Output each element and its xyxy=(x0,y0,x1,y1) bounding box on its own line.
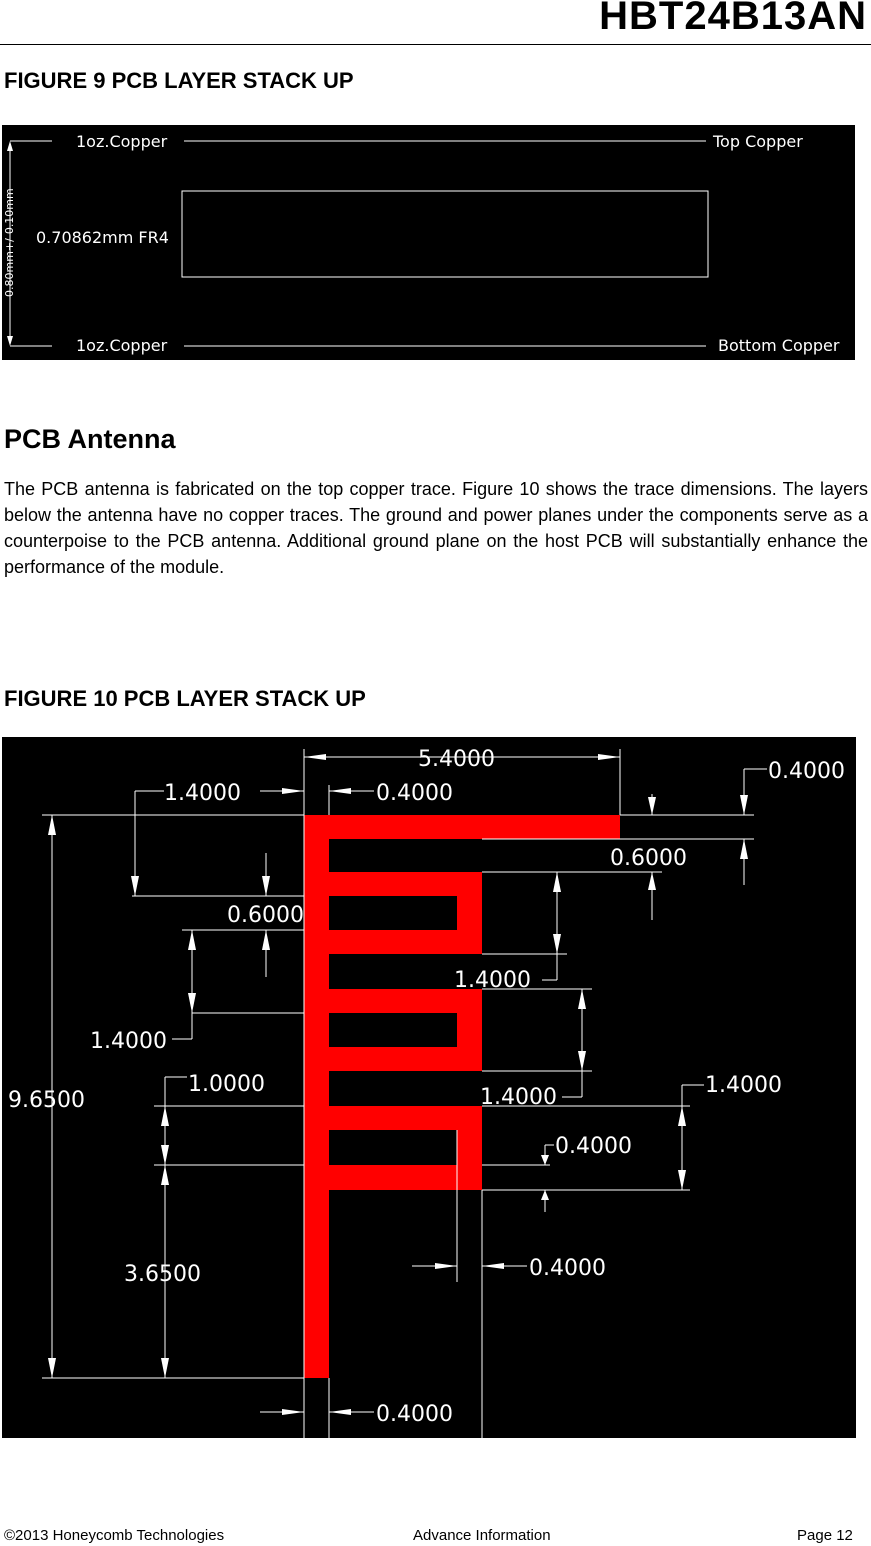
dim-trace-right: 0.4000 xyxy=(555,1134,632,1159)
header-rule xyxy=(0,44,871,45)
dim-pitch-right-1: 1.4000 xyxy=(454,968,531,993)
footer-copyright: ©2013 Honeycomb Technologies xyxy=(4,1527,225,1544)
section-heading: PCB Antenna xyxy=(4,424,176,454)
top-layer-label: 1oz.Copper xyxy=(76,132,168,151)
dim-pitch-right-3: 1.4000 xyxy=(705,1073,782,1098)
dim-feed-length: 3.6500 xyxy=(124,1262,201,1287)
dim-stem-width-bottom: 0.4000 xyxy=(376,1402,453,1427)
dim-total-width: 5.4000 xyxy=(418,747,495,772)
bottom-layer-label: 1oz.Copper xyxy=(76,336,168,355)
thickness-label: 0.80mm+/-0.10mm xyxy=(3,188,16,297)
figure-10-title: FIGURE 10 PCB LAYER STACK UP xyxy=(4,686,366,711)
footer-status: Advance Information xyxy=(413,1527,551,1544)
dim-pitch-right-2: 1.4000 xyxy=(480,1085,557,1110)
figure-9-stackup-diagram xyxy=(2,125,855,360)
dim-trace-top: 0.4000 xyxy=(768,759,845,784)
footer-page-number: Page 12 xyxy=(797,1527,853,1544)
figure-10-antenna-diagram xyxy=(2,737,856,1438)
dim-left-offset: 1.4000 xyxy=(164,781,241,806)
dim-stem-width-top: 0.4000 xyxy=(376,781,453,806)
bottom-copper-label: Bottom Copper xyxy=(718,336,840,355)
document-id: HBT24B13AN xyxy=(599,0,867,38)
dim-gap-right: 0.6000 xyxy=(610,846,687,871)
top-copper-label: Top Copper xyxy=(713,132,803,151)
dim-arm-width: 0.4000 xyxy=(529,1256,606,1281)
dim-pitch-left: 1.4000 xyxy=(90,1029,167,1054)
core-label: 0.70862mm FR4 xyxy=(36,228,169,247)
figure-9-title: FIGURE 9 PCB LAYER STACK UP xyxy=(4,68,354,93)
dim-feed-gap: 1.0000 xyxy=(188,1072,265,1097)
dim-total-height: 9.6500 xyxy=(8,1088,85,1113)
section-paragraph: The PCB antenna is fabricated on the top copper trace. Figure 10 shows the trace dimensions. The layers below the antenna have no copper traces. The ground and power planes under the components serve as a counterpoise to the PCB antenna. Additional ground plane on the host PCB will substantially enhance the performance of the module. xyxy=(4,479,868,577)
dim-gap-left: 0.6000 xyxy=(227,903,304,928)
